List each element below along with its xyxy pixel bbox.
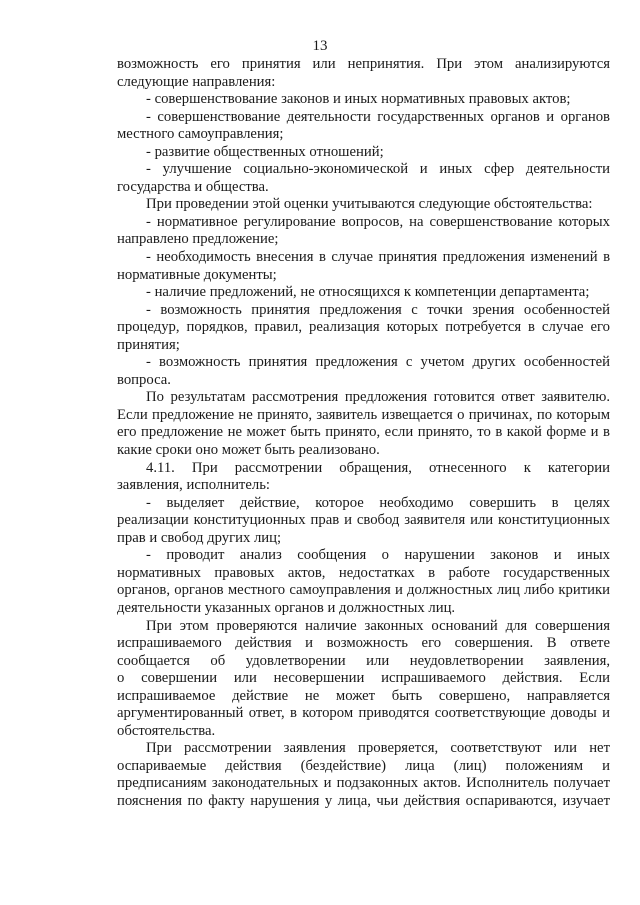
text-line: прав и свобод других лиц;	[117, 529, 282, 546]
text-line: его предложение не может быть принято, если принято, то в какой форме и в	[117, 424, 610, 441]
text-line: При проведении этой оценки учитываются следующие обстоятельства:	[146, 196, 593, 213]
text-line: - развитие общественных отношений;	[146, 143, 384, 160]
text-line: - возможность принятия предложения с учетом других особенностей	[146, 354, 610, 371]
text-line: - совершенствование законов и иных нормативных правовых актов;	[146, 91, 571, 108]
text-line: испрашиваемого действия и возможность его совершения. В ответе	[117, 635, 610, 652]
text-line: - улучшение социально-экономической и иных сфер деятельности	[146, 161, 610, 178]
text-line: При рассмотрении заявления проверяется, соответствуют или нет	[146, 740, 610, 757]
text-line: возможность его принятия или непринятия. При этом анализируются	[117, 56, 610, 72]
text-line: - совершенствование деятельности государственных органов и органов	[146, 108, 610, 125]
body-text	[117, 56, 610, 811]
text-line: вопроса.	[117, 371, 171, 388]
text-line: - возможность принятия предложения с точки зрения особенностей	[146, 301, 610, 318]
text-line: нормативных правовых актов, недостатках в работе государственных	[117, 564, 610, 581]
text-line: принятия;	[117, 336, 180, 353]
text-line: - проводит анализ сообщения о нарушении законов и иных	[146, 547, 610, 564]
text-line: обстоятельства.	[117, 722, 216, 739]
text-line: реализации конституционных прав и свобод заявителя или конституционных	[117, 512, 610, 529]
text-line: - наличие предложений, не относящихся к компетенции департамента;	[146, 284, 590, 301]
page-number: 13	[312, 38, 328, 54]
text-line: 4.11. При рассмотрении обращения, отнесенного к категории	[146, 459, 610, 476]
text-line: государства и общества.	[117, 178, 269, 195]
text-line: направлено предложение;	[117, 231, 279, 248]
text-line: оспариваемые действия (бездействие) лица (лиц) положениям и	[117, 757, 610, 774]
text-line: При этом проверяются наличие законных оснований для совершения	[146, 617, 610, 634]
text-line: деятельности указанных органов и должностных лиц.	[117, 599, 456, 616]
text-line: сообщается об удовлетворении или неудовлетворении заявления,	[117, 652, 610, 669]
text-line: местного самоуправления;	[117, 126, 284, 143]
text-line: - нормативное регулирование вопросов, на совершенствование которых	[146, 213, 610, 230]
text-line: - выделяет действие, которое необходимо совершить в целях	[146, 494, 610, 511]
text-line: аргументированный ответ, в котором приводятся соответствующие доводы и	[117, 705, 610, 722]
text-line: следующие направления:	[117, 73, 276, 90]
text-line: предписаниям законодательных и подзаконных актов. Исполнитель получает	[117, 775, 610, 792]
text-line: какие сроки оно может быть реализовано.	[117, 442, 380, 459]
text-line: По результатам рассмотрения предложения готовится ответ заявителю.	[146, 389, 610, 406]
text-line: Если предложение не принято, заявитель извещается о причинах, по которым	[117, 406, 610, 423]
text-line: - необходимость внесения в случае принятия предложения изменений в	[146, 249, 610, 266]
text-line: органов, органов местного самоуправления и должностных лиц либо критики	[117, 582, 610, 599]
text-line: испрашиваемое действие не может быть совершено, направляется	[117, 687, 610, 704]
text-line: процедур, порядков, правил, реализация которых потребуется в случае его	[117, 319, 610, 336]
text-line: пояснения по факту нарушения у лица, чьи действия оспариваются, изучает	[117, 792, 610, 809]
text-line: нормативные документы;	[117, 266, 277, 283]
text-line: о совершении или несовершении испрашиваемого действия. Если	[117, 670, 610, 687]
text-line: заявления, исполнитель:	[117, 477, 270, 494]
